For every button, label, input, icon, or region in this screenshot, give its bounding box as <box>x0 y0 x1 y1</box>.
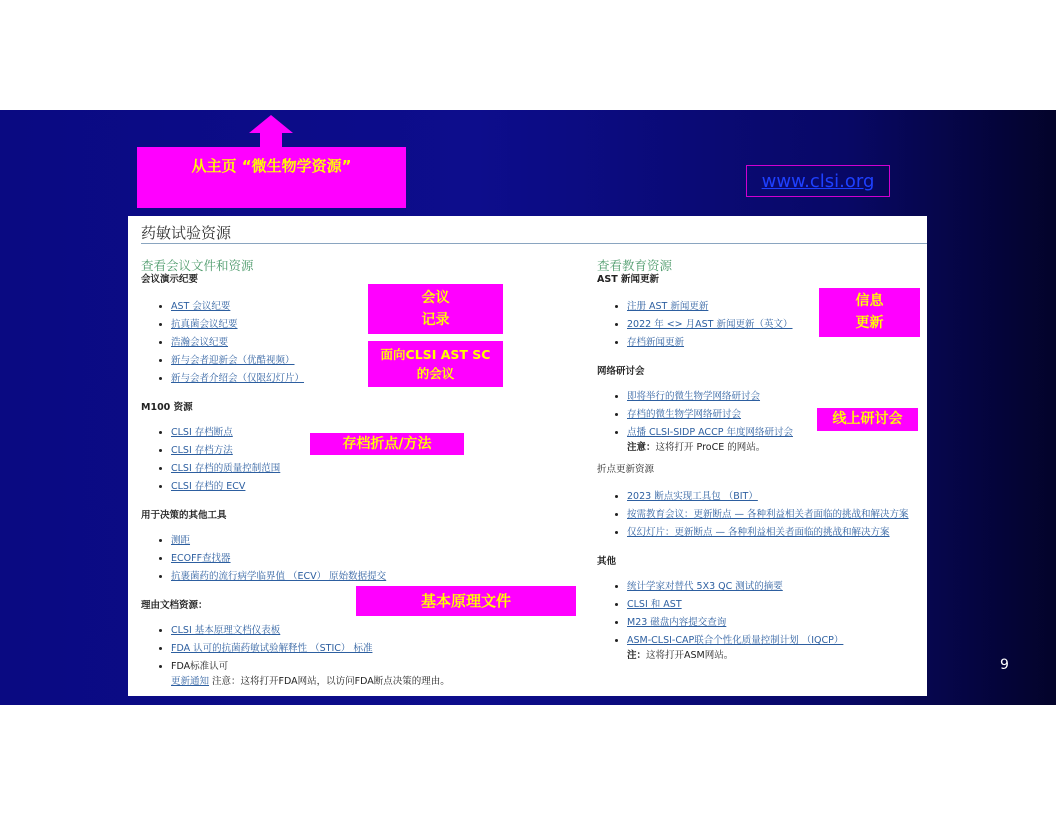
fda-note: 注意：这将打开FDA网站，以访问FDA断点决策的理由。 <box>209 676 450 687</box>
link-vast-minutes[interactable]: 浩瀚会议纪要 <box>171 337 229 348</box>
callout-webinar-text: 线上研讨会 <box>832 411 903 427</box>
callout-rationale-docs-text: 基本原理文件 <box>420 592 511 610</box>
tools-list <box>141 532 561 586</box>
rationale-list <box>141 622 561 688</box>
link-update-notice[interactable]: 更新通知 <box>171 676 210 687</box>
link-ast-minutes[interactable]: AST 会议纪要 <box>171 301 231 312</box>
link-antifungal-minutes[interactable]: 抗真菌会议纪要 <box>171 319 238 330</box>
link-upcoming-webinars[interactable]: 即将举行的微生物学网络研讨会 <box>627 391 761 402</box>
list-item <box>627 388 927 406</box>
link-archived-webinars[interactable]: 存档的微生物学网络研讨会 <box>627 409 742 420</box>
callout-meeting-records <box>368 284 503 334</box>
group-title-m100: M100 资源 <box>141 402 193 413</box>
group-title-other: 其他 <box>597 556 617 567</box>
link-rationale-dashboard[interactable]: CLSI 基本原理文档仪表板 <box>171 625 281 636</box>
right-section-heading: 查看教育资源 <box>597 258 673 273</box>
left-section-heading: 查看会议文件和资源 <box>141 258 254 273</box>
link-ecv-data-submission[interactable]: 抗裹菌药的流行病学临界值 （ECV） 原始数据提交 <box>171 571 387 582</box>
callout-info-update-line1: 信息 <box>855 293 884 309</box>
title-divider <box>141 243 927 244</box>
callout-meeting-records-line2: 记录 <box>421 312 450 328</box>
link-newcomer-slides[interactable]: 新与会者介绍会（仅限幻灯片） <box>171 373 305 384</box>
list-item <box>627 614 927 632</box>
list-item <box>171 532 561 550</box>
list-item <box>171 550 561 568</box>
fda-item-label: FDA标准认可 <box>171 661 229 672</box>
link-bit-toolkit[interactable]: 2023 断点实现工具包 （BIT） <box>627 491 758 502</box>
link-m23-submission[interactable]: M23 磁盘内容提交查询 <box>627 617 727 628</box>
up-arrow-icon <box>249 115 293 147</box>
page-number: 9 <box>1000 657 1009 673</box>
link-ranging[interactable]: 测距 <box>171 535 191 546</box>
link-clsi-and-ast[interactable]: CLSI 和 AST <box>627 599 682 610</box>
link-slides-only[interactable]: 仅幻灯片：更新断点 — 各种利益相关者面临的挑战和解决方案 <box>627 527 890 538</box>
callout-meeting-records-line1: 会议 <box>421 290 450 306</box>
group-title-breakpoint-updates: 折点更新资源 <box>597 464 655 475</box>
group-title-webinars: 网络研讨会 <box>597 366 645 377</box>
callout-homepage-text: 从主页 “微生物学资源” <box>191 157 352 175</box>
link-sidp-webinar[interactable]: 点播 CLSI-SIDP ACCP 年度网络研讨会 <box>627 427 793 438</box>
list-item <box>627 596 927 614</box>
list-item <box>627 578 927 596</box>
callout-webinar <box>817 408 918 431</box>
callout-archive-breakpoints-text: 存档折点/方法 <box>342 436 432 452</box>
other-list <box>597 578 927 662</box>
callout-rationale-docs <box>356 586 576 616</box>
group-title-tools: 用于决策的其他工具 <box>141 510 227 521</box>
callout-clsi-meeting-line2: 的会议 <box>416 366 455 381</box>
list-item <box>171 568 561 586</box>
list-item <box>171 460 561 478</box>
list-item <box>627 488 927 506</box>
link-archived-qc-ranges[interactable]: CLSI 存档的质量控制范围 <box>171 463 281 474</box>
link-register-news[interactable]: 注册 AST 新闻更新 <box>627 301 709 312</box>
callout-info-update <box>819 288 920 337</box>
panel-title: 药敏试验资源 <box>141 224 232 242</box>
callout-info-update-line2: 更新 <box>855 315 884 331</box>
group-title-news: AST 新闻更新 <box>597 274 659 285</box>
callout-clsi-meeting-line1: 面向CLSI AST SC <box>380 347 491 362</box>
link-2022-news[interactable]: 2022 年 <> 月AST 新闻更新（英文） <box>627 319 793 330</box>
callout-clsi-meeting <box>368 341 503 387</box>
link-on-demand-session[interactable]: 按需教育会议：更新断点 — 各种利益相关者面临的挑战和解决方案 <box>627 509 909 520</box>
list-item <box>171 640 561 658</box>
list-item <box>627 506 927 524</box>
link-archived-methods[interactable]: CLSI 存档方法 <box>171 445 233 456</box>
callout-archive-breakpoints <box>310 433 464 455</box>
link-iqcp[interactable]: ASM-CLSI-CAP联合个性化质量控制计划 （IQCP） <box>627 635 844 646</box>
group-title-rationale: 理由文档资源： <box>141 600 208 611</box>
link-newcomer-video[interactable]: 新与会者迎新会（优酷视频） <box>171 355 295 366</box>
asm-note-label: 注： <box>627 650 647 661</box>
list-item <box>171 622 561 640</box>
breakpoint-updates-list <box>597 488 927 542</box>
group-title-meetings: 会议演示纪要 <box>141 274 199 285</box>
clsi-url-link[interactable]: www.clsi.org <box>746 165 890 197</box>
list-item <box>171 478 561 496</box>
resource-panel <box>128 216 927 696</box>
webinar-note: 这将打开 ProCE 的网站。 <box>655 442 766 453</box>
link-archived-breakpoints[interactable]: CLSI 存档断点 <box>171 427 233 438</box>
webinar-note-label: 注意： <box>627 442 656 453</box>
callout-homepage <box>137 147 406 208</box>
list-item <box>627 632 927 662</box>
link-archived-ecv[interactable]: CLSI 存档的 ECV <box>171 481 246 492</box>
list-item <box>171 658 561 688</box>
list-item <box>627 524 927 542</box>
link-archived-news[interactable]: 存档新闻更新 <box>627 337 685 348</box>
asm-note: 这将打开ASM网站。 <box>646 650 734 661</box>
link-statistician-summary[interactable]: 统计学家对替代 5X3 QC 测试的摘要 <box>627 581 783 592</box>
link-ecoff-finder[interactable]: ECOFF查找器 <box>171 553 231 564</box>
link-fda-stic[interactable]: FDA 认可的抗菌药敏试验解释性 （STIC） 标准 <box>171 643 373 654</box>
